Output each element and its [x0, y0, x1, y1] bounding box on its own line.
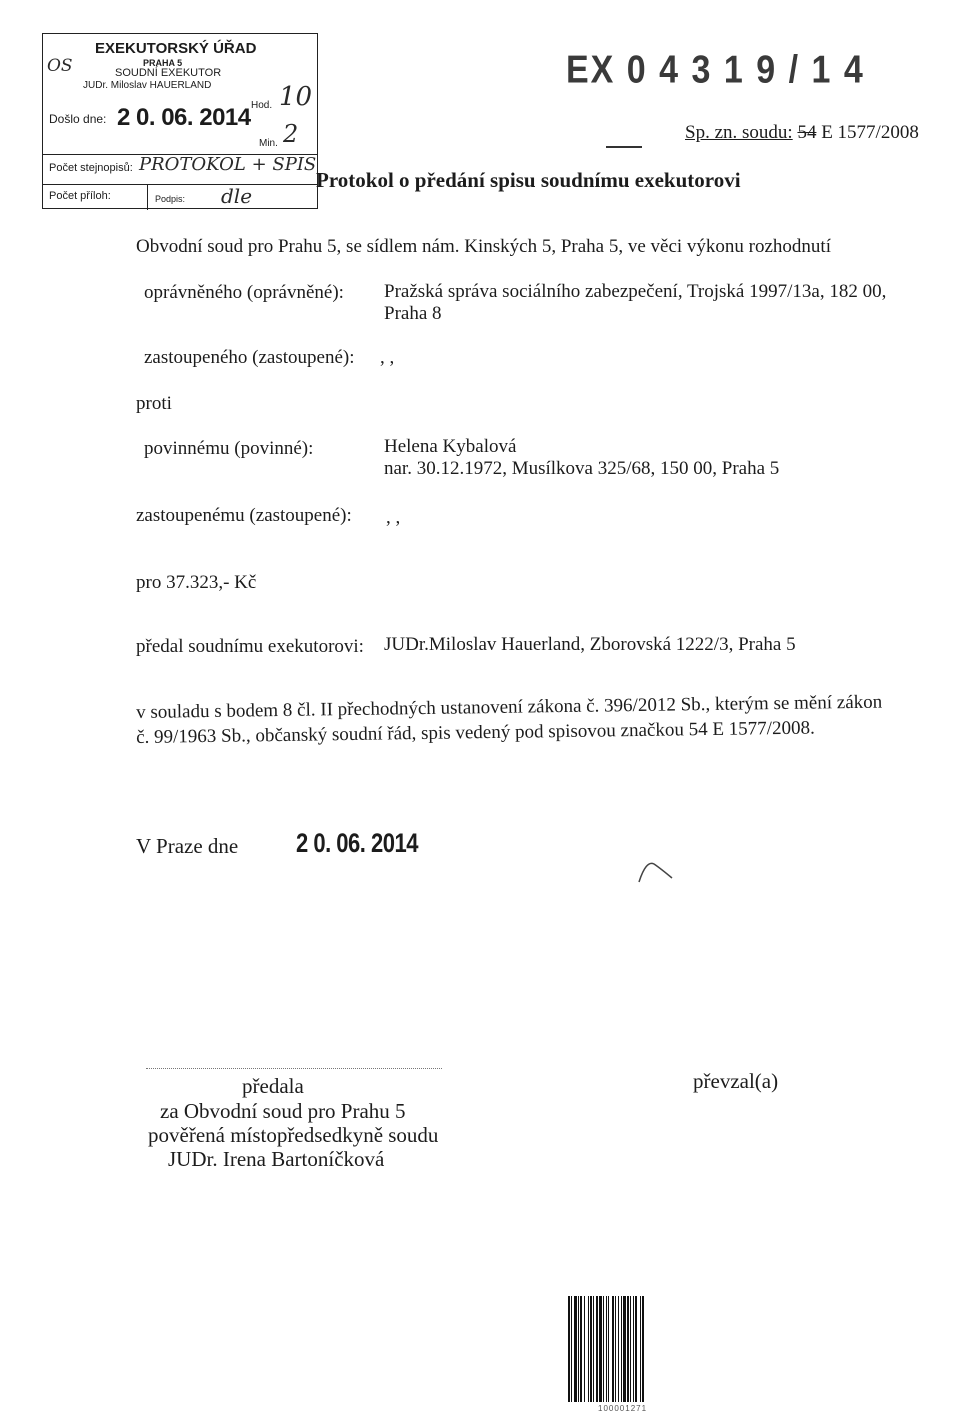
zastoupenemu-value: , , [386, 507, 401, 528]
stamp-signature-value: dle [221, 184, 253, 208]
stamp-office-title: EXEKUTORSKÝ ÚŘAD [95, 40, 257, 57]
legal-line-2: č. 99/1963 Sb., občanský soudní řád, spis vedený pod spisovou značkou 54 E 1577/2008. [136, 717, 815, 748]
signoff-left-4: JUDr. Irena Bartoníčková [168, 1147, 385, 1171]
barcode-bar [621, 1296, 622, 1402]
barcode-bar [590, 1296, 592, 1402]
opravneny-line1: Pražská správa sociálního zabezpečení, Trojská 1997/13a, 182 00, [384, 281, 887, 302]
document-title: Protokol o předání spisu soudnímu exekutorovi [316, 168, 741, 192]
stamp-signature-label: Podpis: [155, 194, 186, 204]
stamp-attachments-label: Počet příloh: [49, 190, 111, 202]
barcode-bar [608, 1296, 609, 1402]
stamp-received-label: Došlo dne: [49, 112, 107, 126]
stamp-received-date: 2 0. 06. 2014 [117, 104, 251, 131]
stamp-copies-value: PROTOKOL + SPIS [139, 154, 317, 175]
barcode-bar [568, 1296, 570, 1402]
barcode [568, 1296, 680, 1402]
predal-value: JUDr.Miloslav Hauerland, Zborovská 1222/3, Praha 5 [384, 634, 796, 655]
court-reference-value: E 1577/2008 [821, 122, 919, 143]
barcode-bar [588, 1296, 589, 1402]
amount: pro 37.323,- Kč [136, 572, 257, 593]
barcode-bar [578, 1296, 579, 1402]
barcode-bar [635, 1296, 637, 1402]
zastoupenemu-label: zastoupenému (zastoupené): [136, 505, 352, 526]
barcode-bar [633, 1296, 634, 1402]
povinny-name: Helena Kybalová [384, 436, 517, 457]
barcode-bar [603, 1296, 604, 1402]
barcode-bar [618, 1296, 619, 1402]
barcode-bar [627, 1296, 629, 1402]
stamp-city: PRAHA 5 [143, 58, 183, 68]
stamp-os-mark: OS [47, 56, 73, 76]
stamp-min-label: Min. [259, 138, 278, 149]
signoff-left-3: pověřená místopředsedkyně soudu [148, 1123, 439, 1147]
handwritten-mark [636, 858, 676, 886]
legal-line-1: v souladu s bodem 8 čl. II přechodných ustanovení zákona č. 396/2012 Sb., kterým se mění zákon [136, 691, 883, 723]
zastoupeny-value: , , [380, 347, 395, 368]
barcode-bar [623, 1296, 626, 1402]
court-reference-label: Sp. zn. soudu: [685, 122, 793, 143]
povinny-details: nar. 30.12.1972, Musílkova 325/68, 150 00, Praha 5 [384, 458, 780, 479]
court-reference [685, 122, 919, 144]
barcode-bar [596, 1296, 598, 1402]
barcode-bar [593, 1296, 594, 1402]
barcode-bar [612, 1296, 614, 1402]
barcode-bar [584, 1296, 585, 1402]
signoff-left-1: předala [242, 1074, 304, 1098]
barcode-bar [606, 1296, 607, 1402]
barcode-bar [599, 1296, 602, 1402]
stamp-copies-label: Počet stejnopisů: [49, 162, 133, 174]
ex-number: EX 0 4 3 1 9 / 1 4 [566, 48, 865, 92]
proti-label: proti [136, 393, 172, 414]
barcode-bar [574, 1296, 577, 1402]
stamp-hour-value: 10 [279, 82, 313, 112]
barcode-bar [571, 1296, 572, 1402]
place-date-stamp: 2 0. 06. 2014 [296, 828, 418, 858]
barcode-bar [642, 1296, 644, 1402]
zastoupeny-label: zastoupeného (zastoupené): [144, 347, 355, 368]
receipt-stamp [42, 33, 318, 209]
place-label: V Praze dne [136, 834, 239, 858]
stamp-min-value: 2 [283, 120, 299, 148]
court-reference-struck: 54 [797, 122, 817, 143]
barcode-bar [640, 1296, 641, 1402]
barcode-bar [615, 1296, 616, 1402]
predal-label: předal soudnímu exekutorovi: [136, 636, 364, 657]
barcode-text: 100001271 [598, 1404, 648, 1413]
signoff-right-1: převzal(a) [693, 1069, 779, 1093]
povinny-label: povinnému (povinné): [144, 438, 314, 459]
intro-text: Obvodní soud pro Prahu 5, se sídlem nám. Kinských 5, Praha 5, ve věci výkonu rozhodnutí [136, 236, 831, 257]
opravneny-line2: Praha 8 [384, 303, 442, 324]
signature-dotted-line [146, 1068, 442, 1069]
signoff-left-2: za Obvodní soud pro Prahu 5 [160, 1099, 406, 1123]
underline-mark [606, 146, 642, 148]
stamp-hour-label: Hod. [251, 100, 273, 111]
stamp-name: JUDr. Miloslav HAUERLAND [83, 80, 212, 91]
opravneny-label: oprávněného (oprávněné): [144, 282, 344, 303]
barcode-bar [580, 1296, 582, 1402]
stamp-role: SOUDNÍ EXEKUTOR [115, 67, 222, 79]
barcode-bar [630, 1296, 631, 1402]
